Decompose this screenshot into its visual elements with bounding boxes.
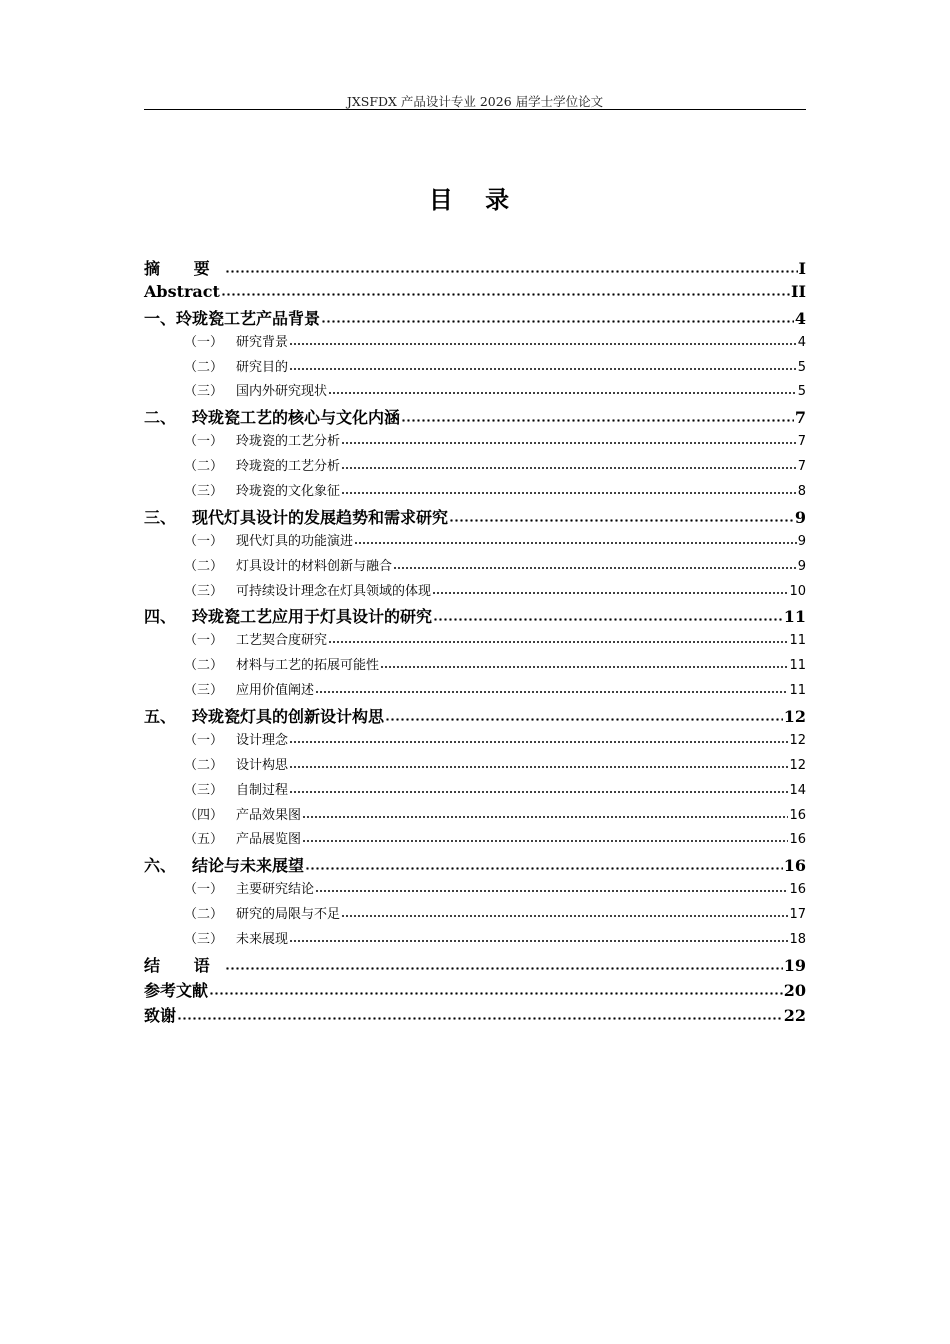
toc-page-number: 16	[789, 882, 806, 898]
toc-section-entry[interactable]	[144, 530, 806, 555]
toc-entry-label: 自制过程	[236, 782, 289, 798]
toc-entry-label: 灯具设计的材料创新与融合	[236, 558, 393, 574]
dot-leader	[305, 855, 783, 871]
toc-entry-number: （一）	[184, 882, 224, 898]
dot-leader	[289, 731, 788, 744]
toc-page-number: 11	[783, 607, 806, 627]
toc-entry-label: 现代灯具的功能演进	[236, 533, 354, 549]
dot-leader	[449, 507, 794, 523]
toc-entry-number: （四）	[184, 807, 224, 823]
toc-entry-number: （一）	[184, 434, 224, 450]
toc-entry-number: （二）	[184, 907, 224, 923]
toc-entry-label: 设计构思	[236, 757, 289, 773]
toc-entry-number: （三）	[184, 384, 224, 400]
toc-entry-label: 研究的局限与不足	[236, 907, 341, 923]
dot-leader	[380, 656, 788, 669]
toc-section-entry[interactable]	[144, 804, 806, 829]
toc-page-number: 9	[794, 507, 806, 527]
toc-entry-number: 六、	[144, 856, 177, 876]
toc-title: 目 录	[428, 185, 522, 214]
toc-chapter-entry[interactable]	[144, 281, 806, 306]
toc-entry-label: 致谢	[144, 1005, 177, 1025]
toc-chapter-entry[interactable]	[144, 405, 806, 430]
dot-leader	[321, 308, 794, 324]
toc-page-number: 7	[794, 408, 806, 428]
dot-leader	[289, 333, 797, 346]
toc-page-number: I	[798, 259, 806, 278]
toc-entry-number: 四、	[144, 607, 177, 627]
toc-page-number: 10	[789, 583, 806, 599]
toc-section-entry[interactable]	[144, 654, 806, 679]
dot-leader	[177, 1005, 783, 1021]
toc-section-entry[interactable]	[144, 878, 806, 903]
toc-entry-number: （二）	[184, 459, 224, 475]
toc-page-number: 5	[797, 359, 806, 375]
dot-leader	[433, 606, 783, 622]
toc-entry-number: 一、	[144, 308, 177, 328]
toc-entry-label: 摘 要	[144, 259, 224, 278]
dot-leader	[221, 281, 790, 297]
toc-page-number: 16	[789, 807, 806, 823]
dot-leader	[341, 905, 788, 918]
toc-entry-number: （一）	[184, 334, 224, 350]
toc-entry-number: （三）	[184, 583, 224, 599]
toc-entry-number: （一）	[184, 732, 224, 748]
toc-page-number: 18	[789, 932, 806, 948]
dot-leader	[432, 582, 788, 595]
toc-section-entry[interactable]	[144, 928, 806, 953]
toc-chapter-entry[interactable]	[144, 853, 806, 878]
toc-page-number: 12	[789, 757, 806, 773]
toc-chapter-entry[interactable]	[144, 704, 806, 729]
toc-section-entry[interactable]	[144, 679, 806, 704]
toc-chapter-entry[interactable]	[144, 604, 806, 629]
toc-entry-number: （二）	[184, 757, 224, 773]
toc-page-number: II	[791, 281, 806, 301]
toc-entry-label: 设计理念	[236, 732, 289, 748]
toc-entry-number: （一）	[184, 633, 224, 649]
toc-entry-label: 应用价值阐述	[236, 683, 315, 699]
toc-page-number: 16	[783, 856, 806, 876]
toc-entry-number: （二）	[184, 359, 224, 375]
toc-page-number: 9	[797, 558, 806, 574]
toc-entry-number: 二、	[144, 408, 177, 428]
dot-leader	[328, 631, 788, 644]
toc-entry-label: 玲珑瓷工艺应用于灯具设计的研究	[192, 607, 433, 627]
toc-entry-number: （三）	[184, 932, 224, 948]
toc-page-number: 12	[783, 707, 806, 727]
toc-entry-label: 玲珑瓷灯具的创新设计构思	[192, 707, 385, 727]
toc-chapter-entry[interactable]	[144, 978, 806, 1003]
toc-entry-label: 材料与工艺的拓展可能性	[236, 658, 380, 674]
dot-leader	[289, 358, 797, 371]
toc-section-entry[interactable]	[144, 903, 806, 928]
toc-section-entry[interactable]	[144, 828, 806, 853]
toc-entry-number: （二）	[184, 658, 224, 674]
toc-section-entry[interactable]	[144, 455, 806, 480]
toc-page-number: 7	[797, 459, 806, 475]
toc-entry-label: 玲珑瓷工艺产品背景	[176, 308, 321, 328]
dot-leader	[289, 756, 788, 769]
toc-entry-label: 结论与未来展望	[192, 856, 305, 876]
dot-leader	[209, 980, 783, 996]
dot-leader	[341, 432, 797, 445]
toc-chapter-entry[interactable]	[144, 1003, 806, 1028]
toc-page-number: 17	[789, 907, 806, 923]
toc-section-entry[interactable]	[144, 629, 806, 654]
toc-page-number: 14	[789, 782, 806, 798]
toc-page-number: 8	[797, 484, 806, 500]
toc-section-entry[interactable]	[144, 331, 806, 356]
toc-entry-number: （三）	[184, 782, 224, 798]
toc-entry-label: 现代灯具设计的发展趋势和需求研究	[192, 507, 449, 527]
toc-page-number: 11	[789, 683, 806, 699]
toc-section-entry[interactable]	[144, 729, 806, 754]
toc-entry-label: 参考文献	[144, 980, 209, 1000]
dot-leader	[302, 806, 788, 819]
toc-entry-label: 玲珑瓷的工艺分析	[236, 459, 341, 475]
toc-section-entry[interactable]	[144, 380, 806, 405]
toc-page-number: 11	[789, 658, 806, 674]
toc-entry-number: （三）	[184, 683, 224, 699]
dot-leader	[225, 955, 783, 971]
toc-page-number: 22	[783, 1005, 806, 1025]
toc-page-number: 20	[783, 980, 806, 1000]
toc-page-number: 9	[797, 533, 806, 549]
toc-entry-number: （一）	[184, 533, 224, 549]
toc-entry-number: 五、	[144, 707, 177, 727]
toc-entry-label: 玲珑瓷的工艺分析	[236, 434, 341, 450]
dot-leader	[225, 258, 798, 274]
toc-page-number: 19	[783, 955, 806, 975]
toc-entry-label: 国内外研究现状	[236, 384, 328, 400]
toc-page-number: 12	[789, 732, 806, 748]
toc-entry-label: 玲珑瓷的文化象征	[236, 484, 341, 500]
dot-leader	[341, 482, 797, 495]
toc-chapter-entry[interactable]	[144, 953, 806, 978]
toc-section-entry[interactable]	[144, 480, 806, 505]
toc-entry-label: 研究背景	[236, 334, 289, 350]
dot-leader	[341, 457, 797, 470]
toc-chapter-entry[interactable]	[144, 505, 806, 530]
toc-section-entry[interactable]	[144, 580, 806, 605]
toc-entry-label: 结 语	[144, 955, 224, 975]
toc-section-entry[interactable]	[144, 555, 806, 580]
toc-entry-label: 产品效果图	[236, 807, 302, 823]
toc-page-number: 11	[789, 633, 806, 649]
toc-page-number: 4	[797, 334, 806, 350]
toc-entry-label: 产品展览图	[236, 832, 302, 848]
toc-page-number: 4	[794, 308, 806, 328]
toc-page-number: 7	[797, 434, 806, 450]
toc-entry-label: 可持续设计理念在灯具领域的体现	[236, 583, 432, 599]
toc-chapter-entry[interactable]	[144, 256, 806, 281]
toc-section-entry[interactable]	[144, 779, 806, 804]
dot-leader	[289, 930, 788, 943]
toc-entry-label: 未来展现	[236, 932, 289, 948]
toc-entry-number: （二）	[184, 558, 224, 574]
dot-leader	[302, 830, 788, 843]
dot-leader	[315, 681, 788, 694]
toc-entry-number: 三、	[144, 507, 177, 527]
dot-leader	[315, 880, 788, 893]
toc-entry-label: Abstract	[144, 281, 220, 301]
dot-leader	[354, 532, 797, 545]
dot-leader	[328, 382, 797, 395]
toc-entry-label: 主要研究结论	[236, 882, 315, 898]
header-divider	[144, 109, 806, 110]
page-header: JXSFDX 产品设计专业 2026 届学士学位论文	[346, 94, 604, 109]
table-of-contents	[144, 256, 806, 1028]
toc-chapter-entry[interactable]	[144, 306, 806, 331]
toc-entry-label: 玲珑瓷工艺的核心与文化内涵	[192, 408, 401, 428]
toc-entry-number: （五）	[184, 832, 224, 848]
toc-page-number: 16	[789, 832, 806, 848]
toc-entry-number: （三）	[184, 484, 224, 500]
dot-leader	[393, 557, 797, 570]
dot-leader	[401, 407, 794, 423]
toc-entry-label: 研究目的	[236, 359, 289, 375]
toc-page-number: 5	[797, 384, 806, 400]
toc-section-entry[interactable]	[144, 356, 806, 381]
dot-leader	[385, 706, 783, 722]
dot-leader	[289, 781, 788, 794]
toc-entry-label: 工艺契合度研究	[236, 633, 328, 649]
toc-section-entry[interactable]	[144, 754, 806, 779]
toc-section-entry[interactable]	[144, 430, 806, 455]
